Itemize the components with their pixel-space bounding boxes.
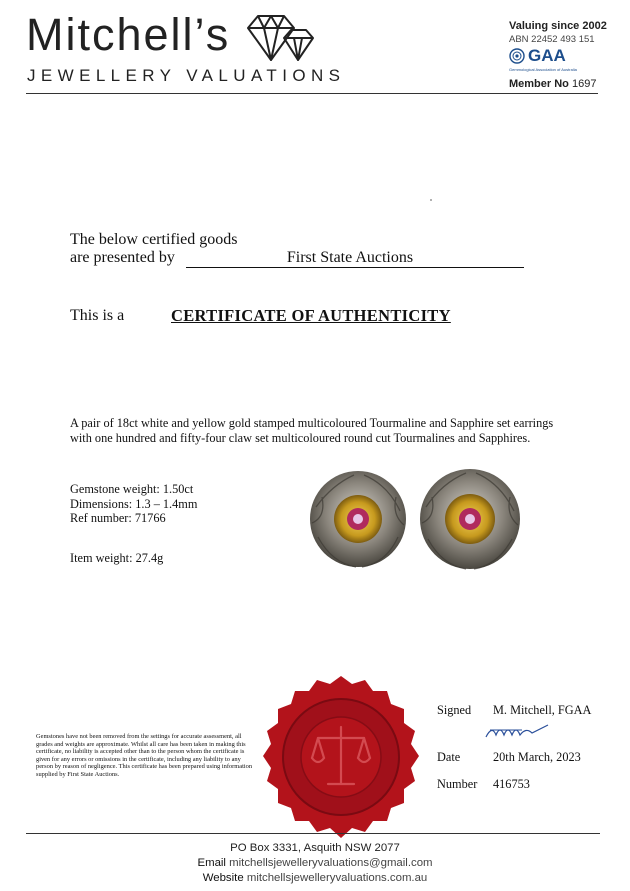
signed-value: M. Mitchell, FGAA: [493, 703, 592, 717]
disclaimer-text: Gemstones have not been removed from the settings for accurate assessment, all grades and weights are approximate. Whilst all care has been taken in making this certificate, no liability is accepted other than to the person whom the certificate is given for any errors or omissions in the certificate, including any liability to any person by reason of negligence. This certificate has been prepared using information supplied by First State Auctions.: [36, 733, 253, 778]
item-description: A pair of 18ct white and yellow gold stamped multicoloured Tourmaline and Sapphire set earrings with one hundred and fifty-four claw set multicoloured round cut Tourmalines and Sapphires.: [70, 416, 554, 445]
number-label: Number: [437, 777, 478, 791]
number-value: 416753: [493, 777, 530, 791]
item-weight: Item weight: 27.4g: [70, 551, 164, 565]
gaa-globe-icon: [509, 48, 525, 64]
item-specs: [70, 482, 197, 526]
presentation-line-2: are presented by: [70, 249, 175, 266]
footer-email: Email mitchellsjewelleryvaluations@gmail.com: [197, 857, 433, 869]
certificate-title: CERTIFICATE OF AUTHENTICITY: [171, 306, 451, 325]
dimensions: Dimensions: 1.3 – 1.4mm: [70, 496, 198, 511]
presentation-line-1: The below certified goods: [70, 231, 238, 248]
gaa-logo-text: GAA: [528, 46, 566, 65]
date-label: Date: [437, 750, 461, 764]
website-link[interactable]: mitchellsjewelleryvaluations.com.au: [246, 872, 428, 884]
brand-subtitle: JEWELLERY VALUATIONS: [27, 66, 346, 85]
ref-number: Ref number: 71766: [70, 511, 166, 525]
right-earring: [420, 469, 520, 569]
date-value: 20th March, 2023: [493, 750, 581, 764]
footer-divider: [26, 833, 600, 834]
footer-address: PO Box 3331, Asquith NSW 2077: [230, 842, 400, 854]
signed-label: Signed: [437, 703, 472, 717]
presenter-field: [186, 249, 524, 268]
gaa-subtext: Gemmological Association of Australia: [509, 67, 577, 72]
gemstone-weight: Gemstone weight: 1.50ct: [70, 482, 194, 496]
this-is-label: This is a: [70, 307, 125, 324]
presenter-name: First State Auctions: [286, 249, 414, 266]
email-link[interactable]: mitchellsjewelleryvaluations@gmail.com: [229, 857, 433, 869]
header-divider: [26, 93, 598, 94]
left-earring: [310, 471, 406, 567]
valuing-since: Valuing since 2002: [509, 20, 607, 32]
earrings-photo: [302, 467, 538, 575]
abn-number: ABN 22452 493 151: [509, 34, 595, 45]
diamond-logo-icon: [244, 14, 316, 64]
footer-website: Website mitchellsjewelleryvaluations.com.au: [202, 872, 428, 884]
speck: [430, 199, 432, 201]
signature-icon: [482, 721, 552, 743]
member-number: Member No 1697: [509, 78, 597, 90]
brand-name: Mitchell’s: [26, 9, 231, 60]
wax-seal-icon: [256, 672, 426, 842]
